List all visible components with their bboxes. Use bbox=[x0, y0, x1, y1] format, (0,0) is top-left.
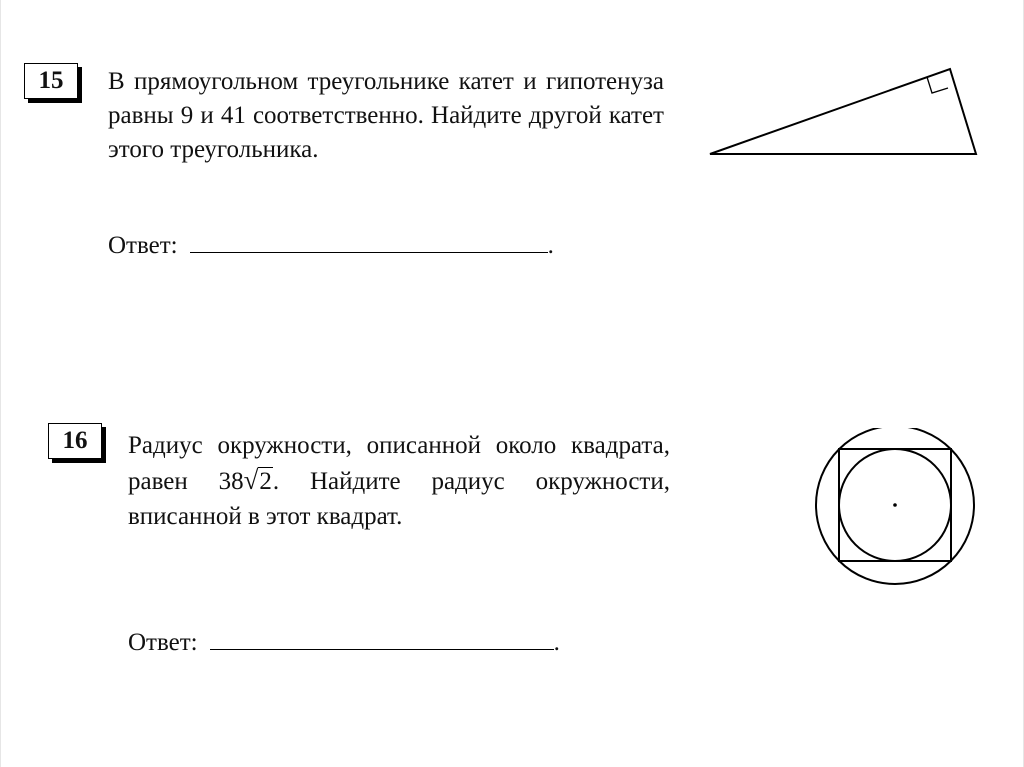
task-15-answer-label: Ответ: bbox=[108, 232, 178, 259]
task-16-radius-value bbox=[218, 465, 273, 495]
task-16-coefficient: 38 bbox=[218, 468, 244, 495]
task-16-answer-period: . bbox=[553, 629, 560, 656]
task-15-answer bbox=[108, 228, 554, 260]
circles-square-figure bbox=[810, 428, 980, 598]
sqrt-radicand: 2 bbox=[259, 468, 272, 495]
task-15-text: В прямоугольном треугольнике катет и гипотенуза равны 9 и 41 соответственно. Найдите другой катет этого треугольника. bbox=[108, 68, 664, 163]
sqrt-expression bbox=[244, 463, 273, 499]
task-16-answer-label: Ответ: bbox=[128, 629, 198, 656]
task-15-answer-period: . bbox=[547, 232, 554, 259]
right-triangle-figure bbox=[700, 60, 990, 170]
task-16-text-after: . Найдите радиус окружности, вписанной в этот квадрат. bbox=[128, 468, 670, 530]
task-16-answer-line[interactable] bbox=[210, 625, 554, 650]
center-point bbox=[893, 503, 897, 507]
right-angle-mark bbox=[927, 77, 948, 93]
radical-sign-icon: √ bbox=[243, 465, 259, 495]
task-16-answer bbox=[128, 625, 560, 657]
task-16-text-before: Радиус окружности, описанной около квадрата, равен bbox=[128, 432, 670, 495]
triangle-shape bbox=[710, 69, 976, 154]
task-16-number: 16 bbox=[48, 423, 102, 459]
task-15-answer-line[interactable] bbox=[190, 228, 548, 253]
task-16-text bbox=[128, 428, 670, 534]
task-15-number: 15 bbox=[24, 63, 78, 99]
